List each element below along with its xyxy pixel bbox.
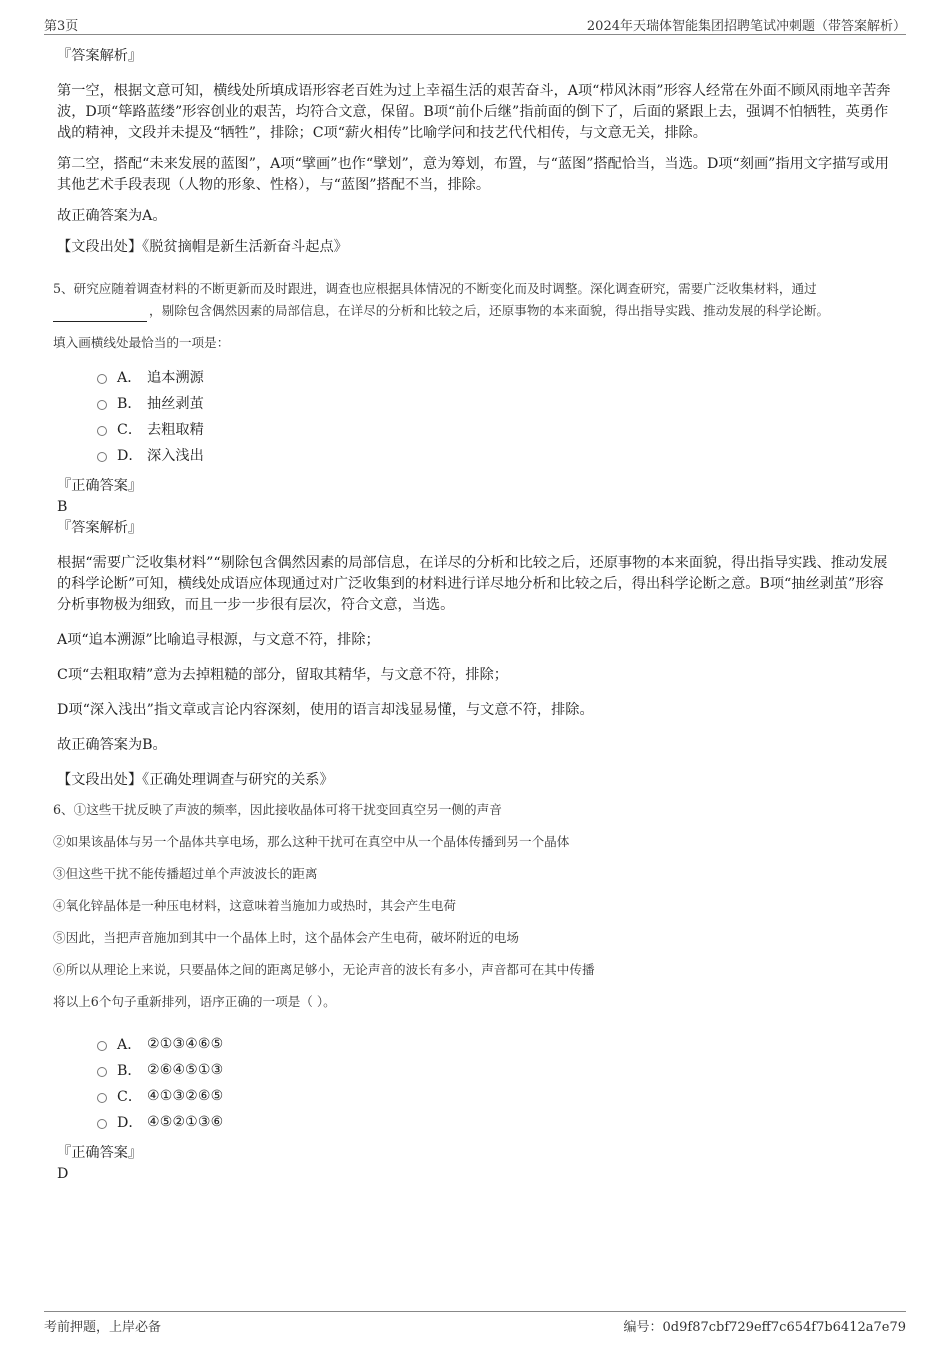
page-number: 第3页 [44,19,79,34]
q5-option-a[interactable]: A． 追本溯源 [97,364,897,390]
q6-sentence-4: ④氧化锌晶体是一种压电材料，这意味着当施加力或热时，其会产生电荷 [53,898,456,913]
q5-answer: B [57,499,68,515]
q6-sentence-3: ③但这些干扰不能传播超过单个声波波长的距离 [53,866,318,881]
q4-analysis-para1: 第一空，根据文意可知，横线处所填成语形容老百姓为过上幸福生活的艰苦奋斗，A项“栉风沐雨”形容人经常在外面不顾风雨地辛苦奔波，D项“筚路蓝缕”形容创业的艰苦，均符合文意，保留。B项“前仆后继”指前面的倒下了，后面的紧跟上去，强调不怕牺牲，英勇作战的精神，文段并未提及“牺牲”，排除；C项“薪火相传”比喻学问和技艺代代相传，与文意无关，排除。 [57,83,891,141]
q6-option-c[interactable]: C． ④①③②⑥⑤ [97,1083,897,1109]
q5-stem [53,278,897,322]
page-footer [44,1311,906,1334]
q5-conclusion: 故正确答案为B。 [57,737,167,753]
q6-sentence-2: ②如果该晶体与另一个晶体共享电场，那么这种干扰可在真空中从一个晶体传播到另一个晶体 [53,834,570,849]
footer-slogan: 考前押题，上岸必备 [44,1320,162,1335]
radio-icon[interactable] [97,452,107,462]
q5-stem-post: ，剔除包含偶然因素的局部信息，在详尽的分析和比较之后，还原事物的本来面貌，得出指导实践、推动发展的科学论断。 [149,303,830,318]
radio-icon[interactable] [97,426,107,436]
q6-options [97,1031,897,1135]
q6-sentence-5: ⑤因此，当把声音施加到其中一个晶体上时，这个晶体会产生电荷，破坏附近的电场 [53,930,519,945]
footer-code: 编号：0d9f87cbf729eff7c654f7b6412a7e79 [623,1320,906,1335]
q4-analysis-para2: 第二空，搭配“未来发展的蓝图”，A项“擘画”也作“擘划”，意为筹划，布置，与“蓝图”搭配恰当，当选。D项“刻画”指用文字描写或用其他艺术手段表现（人物的形象、性格），与“蓝图”搭配不当，排除。 [57,156,889,193]
q5-option-d[interactable]: D． 深入浅出 [97,442,897,468]
page-header [44,14,906,35]
q5-answer-label: 『正确答案』 [57,478,143,494]
q5-analysis-para2: A项“追本溯源”比喻追寻根源，与文意不符，排除； [57,632,380,648]
q6-sentence-6: ⑥所以从理论上来说，只要晶体之间的距离足够小，无论声音的波长有多小，声音都可在其中传播 [53,962,595,977]
q4-analysis-label: 『答案解析』 [57,48,143,64]
q6-answer-label: 『正确答案』 [57,1145,143,1161]
q5-prompt: 填入画横线处最恰当的一项是： [53,335,230,350]
q5-options [97,364,897,468]
document-title: 2024年天瑞体智能集团招聘笔试冲刺题（带答案解析） [586,19,906,34]
q4-source: 【文段出处】《脱贫摘帽是新生活新奋斗起点》 [57,239,348,255]
radio-icon[interactable] [97,1041,107,1051]
q6-prompt: 将以上6个句子重新排列，语序正确的一项是（ ）。 [53,994,336,1009]
radio-icon[interactable] [97,1119,107,1129]
q5-option-c[interactable]: C． 去粗取精 [97,416,897,442]
q6-option-b[interactable]: B． ②⑥④⑤①③ [97,1057,897,1083]
q6-option-a[interactable]: A． ②①③④⑥⑤ [97,1031,897,1057]
q5-blank [53,307,147,322]
radio-icon[interactable] [97,1067,107,1077]
q6-answer: D [57,1166,69,1182]
q5-stem-pre: 5、研究应随着调查材料的不断更新而及时跟进，调查也应根据具体情况的不断变化而及时调整。深化调查研究，需要广泛收集材料，通过 [53,281,817,296]
q5-analysis-para3: C项“去粗取精”意为去掉粗糙的部分，留取其精华，与文意不符，排除； [57,667,508,683]
radio-icon[interactable] [97,1093,107,1103]
q6-sentence-1: 6、①这些干扰反映了声波的频率，因此接收晶体可将干扰变回真空另一侧的声音 [53,802,502,817]
q5-analysis-para4: D项“深入浅出”指文章或言论内容深刻，使用的语言却浅显易懂，与文意不符，排除。 [57,702,594,718]
q5-analysis-label: 『答案解析』 [57,520,143,536]
q6-option-d[interactable]: D． ④⑤②①③⑥ [97,1109,897,1135]
radio-icon[interactable] [97,400,107,410]
q5-option-b[interactable]: B． 抽丝剥茧 [97,390,897,416]
q4-conclusion: 故正确答案为A。 [57,208,167,224]
q5-source: 【文段出处】《正确处理调查与研究的关系》 [57,772,334,788]
page-content [53,46,897,1185]
q5-analysis-para1: 根据“需要广泛收集材料”“剔除包含偶然因素的局部信息，在详尽的分析和比较之后，还原事物的本来面貌，得出指导实践、推动发展的科学论断”可知，横线处成语应体现通过对广泛收集到的材料进行详尽地分析和比较之后，得出科学论断之意。B项“抽丝剥茧”形容分析事物极为细致，而且一步一步很有层次，符合文意，当选。 [57,555,888,613]
radio-icon[interactable] [97,374,107,384]
